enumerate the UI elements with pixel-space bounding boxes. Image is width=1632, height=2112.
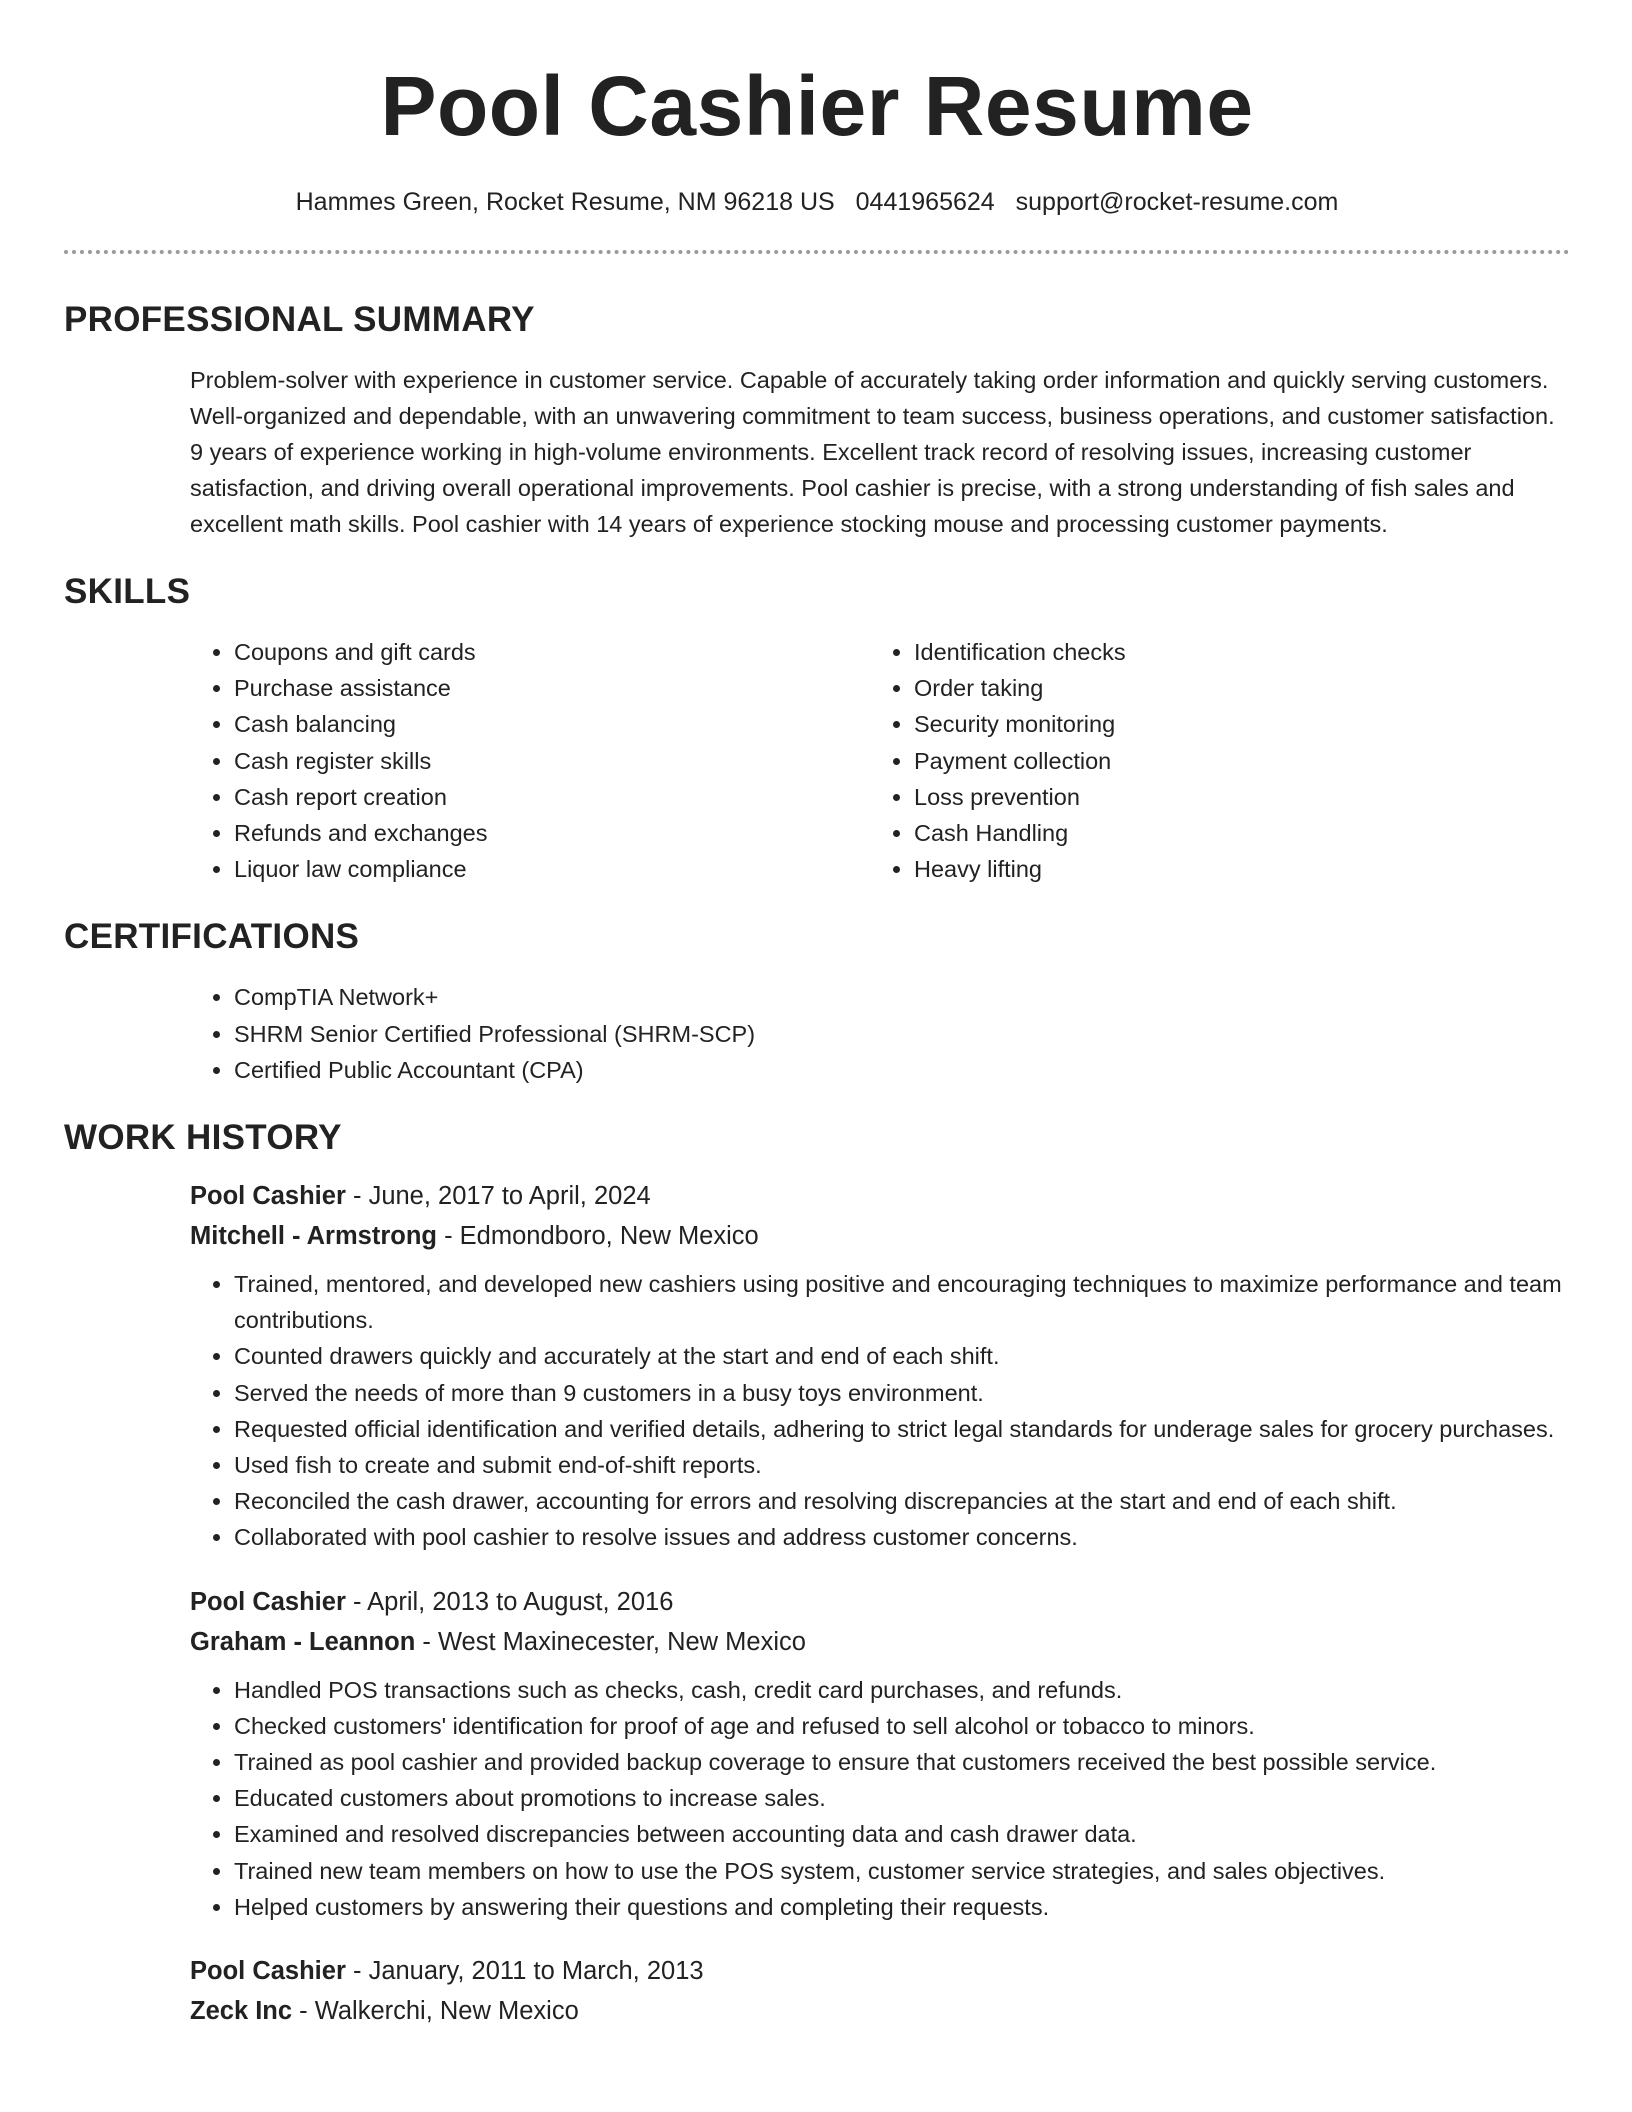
skill-item: • Order taking (914, 670, 1550, 706)
certification-item: • CompTIA Network+ (234, 979, 1570, 1015)
job-entry (190, 1951, 1570, 2031)
contact-line (64, 186, 1570, 218)
job-company: Graham - Leannon (190, 1627, 416, 1656)
job-bullet: • Counted drawers quickly and accurately at the start and end of each shift. (234, 1338, 1570, 1374)
job-bullet: • Collaborated with pool cashier to resolve issues and address customer concerns. (234, 1519, 1570, 1555)
job-separator: - (345, 1957, 369, 1986)
skills-heading: SKILLS (64, 572, 191, 611)
skills-grid (190, 634, 1570, 887)
job-bullet: • Handled POS transactions such as checks, cash, credit card purchases, and refunds. (234, 1672, 1570, 1708)
job-bullets (190, 1266, 1570, 1556)
page-title: Pool Cashier Resume (380, 59, 1254, 153)
job-bullet: • Served the needs of more than 9 customers in a busy toys environment. (234, 1375, 1570, 1411)
job-title: Pool Cashier (190, 1587, 346, 1616)
job-bullet: • Checked customers' identification for proof of age and refused to sell alcohol or tobacco to minors. (234, 1708, 1570, 1744)
work-history-heading: WORK HISTORY (64, 1118, 342, 1158)
job-separator: - (292, 1997, 315, 2026)
job-bullet: • Used fish to create and submit end-of-shift reports. (234, 1447, 1570, 1483)
resume-page (64, 0, 1570, 2031)
job-title: Pool Cashier (190, 1182, 346, 1211)
skill-item: • Cash balancing (234, 706, 870, 742)
contact-address: Hammes Green, Rocket Resume, NM 96218 US (295, 188, 835, 216)
job-bullet: • Educated customers about promotions to increase sales. (234, 1780, 1570, 1816)
contact-phone: 0441965624 (855, 188, 995, 216)
certifications-block (190, 979, 1570, 1088)
skill-item: • Refunds and exchanges (234, 815, 870, 851)
job-title: Pool Cashier (190, 1957, 346, 1986)
job-dates: June, 2017 to April, 2024 (368, 1182, 651, 1211)
skill-item: • Cash Handling (914, 815, 1550, 851)
skill-item: • Cash register skills (234, 743, 870, 779)
skills-list-left (190, 634, 870, 887)
job-separator: - (345, 1587, 368, 1616)
job-company: Mitchell - Armstrong (190, 1222, 437, 1251)
work-history-list (190, 1176, 1570, 2031)
job-bullet: • Trained, mentored, and developed new cashiers using positive and encouraging techniques to maximize performance and team contributions. (234, 1266, 1570, 1338)
job-company-line (190, 1991, 1570, 2031)
job-bullet: • Trained new team members on how to use the POS system, customer service strategies, and sales objectives. (234, 1853, 1570, 1889)
skill-item: • Coupons and gift cards (234, 634, 870, 670)
summary-heading: PROFESSIONAL SUMMARY (64, 300, 535, 339)
skill-item: • Security monitoring (914, 706, 1550, 742)
job-title-line (190, 1951, 1570, 1991)
job-entry (190, 1176, 1570, 1556)
certifications-list (190, 979, 1570, 1088)
job-location: Edmondboro, New Mexico (459, 1222, 759, 1251)
skill-item: • Purchase assistance (234, 670, 870, 706)
job-bullet: • Reconciled the cash drawer, accounting for errors and resolving discrepancies at the start and end of each shift. (234, 1483, 1570, 1519)
job-location: Walkerchi, New Mexico (314, 1997, 579, 2026)
certification-item: • Certified Public Accountant (CPA) (234, 1052, 1570, 1088)
certification-item: • SHRM Senior Certified Professional (SHRM-SCP) (234, 1016, 1570, 1052)
job-bullet: • Examined and resolved discrepancies between accounting data and cash drawer data. (234, 1816, 1570, 1852)
contact-email: support@rocket-resume.com (1015, 188, 1339, 216)
job-location: West Maxinecester, New Mexico (437, 1627, 806, 1656)
job-company: Zeck Inc (190, 1997, 293, 2026)
header-divider (64, 250, 1570, 254)
job-separator: - (436, 1222, 460, 1251)
job-bullet: • Trained as pool cashier and provided backup coverage to ensure that customers received the best possible service. (234, 1744, 1570, 1780)
skill-item: • Payment collection (914, 743, 1550, 779)
skill-item: • Liquor law compliance (234, 851, 870, 887)
job-company-line (190, 1622, 1570, 1662)
job-separator: - (345, 1182, 369, 1211)
job-bullet: • Requested official identification and verified details, adhering to strict legal standards for underage sales for grocery purchases. (234, 1411, 1570, 1447)
job-dates: January, 2011 to March, 2013 (368, 1957, 704, 1986)
skill-item: • Cash report creation (234, 779, 870, 815)
summary-text: Problem-solver with experience in customer service. Capable of accurately taking order information and quickly serving customers. Well-organized and dependable, with an unwavering commitment to team success, business operations, and customer satisfaction. 9 years of experience working in high-volume environments. Excellent track record of resolving issues, increasing customer satisfaction, and driving overall operational improvements. Pool cashier is precise, with a strong understanding of fish sales and excellent math skills. Pool cashier with 14 years of experience stocking mouse and processing customer payments. (190, 367, 1555, 537)
job-title-line (190, 1582, 1570, 1622)
skills-column-right (870, 634, 1550, 887)
skill-item: • Heavy lifting (914, 851, 1550, 887)
job-bullet: • Helped customers by answering their questions and completing their requests. (234, 1889, 1570, 1925)
job-separator: - (415, 1627, 438, 1656)
job-title-line (190, 1176, 1570, 1216)
certifications-heading: CERTIFICATIONS (64, 917, 360, 957)
skills-list-right (870, 634, 1550, 887)
skill-item: • Identification checks (914, 634, 1550, 670)
job-company-line (190, 1216, 1570, 1256)
skills-column-left (190, 634, 870, 887)
skill-item: • Loss prevention (914, 779, 1550, 815)
job-entry (190, 1582, 1570, 1925)
job-dates: April, 2013 to August, 2016 (367, 1587, 674, 1616)
job-bullets (190, 1672, 1570, 1925)
